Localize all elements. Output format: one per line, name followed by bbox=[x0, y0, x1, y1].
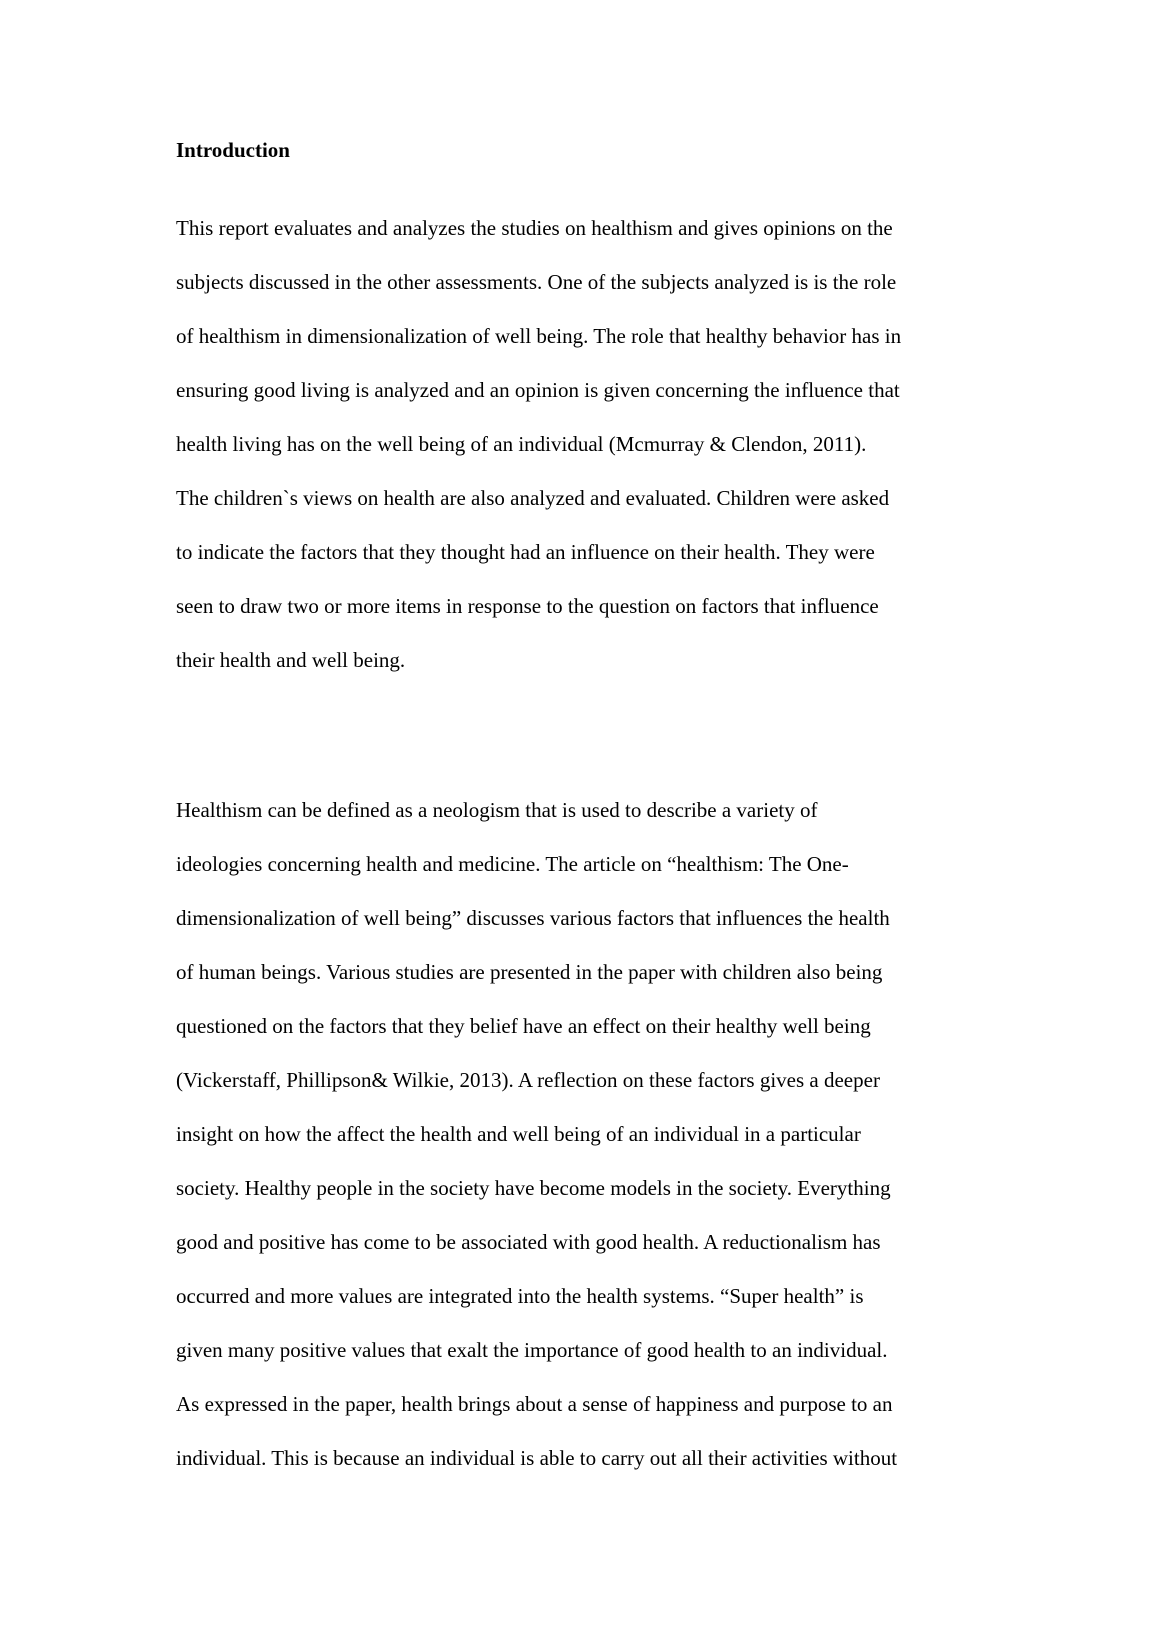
text-line: of human beings. Various studies are presented in the paper with children also being bbox=[176, 960, 883, 984]
text-line: to indicate the factors that they thought had an influence on their health. They were bbox=[176, 540, 875, 564]
text-line: This report evaluates and analyzes the studies on healthism and gives opinions on the bbox=[176, 216, 893, 240]
text-line: As expressed in the paper, health brings about a sense of happiness and purpose to an bbox=[176, 1392, 893, 1416]
text-line: ensuring good living is analyzed and an opinion is given concerning the influence that bbox=[176, 378, 900, 402]
paragraph-introduction bbox=[176, 213, 901, 699]
text-line: of healthism in dimensionalization of well being. The role that healthy behavior has in bbox=[176, 324, 902, 348]
text-line: occurred and more values are integrated into the health systems. “Super health” is bbox=[176, 1284, 864, 1308]
text-line: insight on how the affect the health and well being of an individual in a particular bbox=[176, 1122, 861, 1146]
text-line: their health and well being. bbox=[176, 648, 406, 672]
paragraph-healthism bbox=[176, 795, 897, 1497]
text-line: society. Healthy people in the society have become models in the society. Everything bbox=[176, 1176, 891, 1200]
text-line: Healthism can be defined as a neologism that is used to describe a variety of bbox=[176, 798, 818, 822]
text-line: dimensionalization of well being” discusses various factors that influences the health bbox=[176, 906, 890, 930]
text-line: good and positive has come to be associated with good health. A reductionalism has bbox=[176, 1230, 881, 1254]
text-line: The children`s views on health are also analyzed and evaluated. Children were asked bbox=[176, 486, 890, 510]
text-line: given many positive values that exalt the importance of good health to an individual. bbox=[176, 1338, 888, 1362]
text-line: individual. This is because an individual is able to carry out all their activities without bbox=[176, 1446, 898, 1470]
text-line: (Vickerstaff, Phillipson& Wilkie, 2013). A reflection on these factors gives a deeper bbox=[176, 1068, 880, 1092]
text-line: ideologies concerning health and medicine. The article on “healthism: The One- bbox=[176, 852, 849, 876]
text-line: subjects discussed in the other assessments. One of the subjects analyzed is is the role bbox=[176, 270, 897, 294]
text-line: questioned on the factors that they belief have an effect on their healthy well being bbox=[176, 1014, 871, 1038]
text-line: seen to draw two or more items in response to the question on factors that influence bbox=[176, 594, 879, 618]
section-heading: Introduction bbox=[176, 138, 290, 162]
text-line: health living has on the well being of an individual (Mcmurray & Clendon, 2011). bbox=[176, 432, 867, 456]
